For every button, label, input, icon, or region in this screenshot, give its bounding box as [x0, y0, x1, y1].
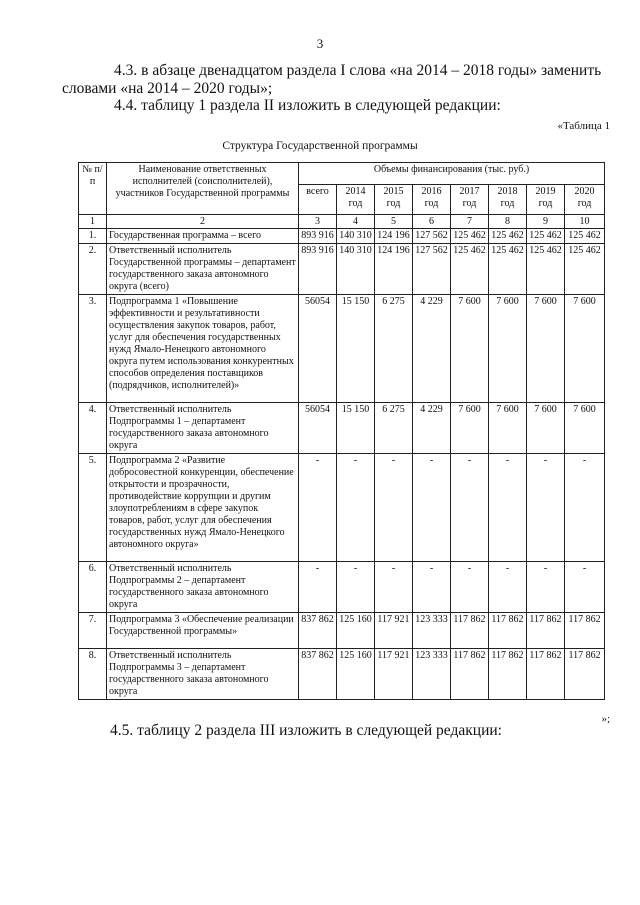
row-name: Подпрограмма 2 «Развитие добросовестной конкуренции, обеспечение открытости и прозрачности, противодействие коррупции и другим злоупотреблениям в сфере закупок товаров, работ, услуг для обеспечения государственных нужд Ямало-Ненецкого автономного округа» — [107, 454, 299, 562]
funding-value: - — [451, 454, 489, 562]
row-number: 5. — [79, 454, 107, 562]
funding-value: 117 921 — [375, 649, 413, 700]
funding-value: 125 462 — [489, 244, 527, 295]
funding-value: - — [451, 562, 489, 613]
funding-value: 117 862 — [565, 649, 605, 700]
column-index: 3 — [299, 215, 337, 229]
funding-value: 125 160 — [337, 613, 375, 649]
funding-value: 7 600 — [565, 403, 605, 454]
funding-value: 56054 — [299, 403, 337, 454]
funding-value: 125 462 — [451, 229, 489, 244]
funding-value: 127 562 — [413, 229, 451, 244]
column-index: 7 — [451, 215, 489, 229]
funding-value: - — [565, 562, 605, 613]
funding-value: 15 150 — [337, 295, 375, 403]
row-name: Подпрограмма 3 «Обеспечение реализации Государственной программы» — [107, 613, 299, 649]
header-funding: Объемы финансирования (тыс. руб.) — [299, 163, 605, 185]
row-number: 8. — [79, 649, 107, 700]
funding-value: 6 275 — [375, 403, 413, 454]
table-row — [79, 454, 605, 562]
funding-value: 117 862 — [527, 613, 565, 649]
column-index: 10 — [565, 215, 605, 229]
funding-value: - — [527, 454, 565, 562]
funding-value: - — [565, 454, 605, 562]
header-year: 2017 год — [451, 185, 489, 215]
funding-value: 140 310 — [337, 244, 375, 295]
column-index: 4 — [337, 215, 375, 229]
funding-value: 125 462 — [527, 229, 565, 244]
row-name: Государственная программа – всего — [107, 229, 299, 244]
funding-value: - — [413, 454, 451, 562]
funding-value: 117 862 — [527, 649, 565, 700]
table-row — [79, 403, 605, 454]
row-number: 1. — [79, 229, 107, 244]
funding-value: 7 600 — [527, 403, 565, 454]
funding-value: 117 862 — [489, 649, 527, 700]
funding-value: 125 462 — [527, 244, 565, 295]
funding-value: 893 916 — [299, 229, 337, 244]
table-row — [79, 229, 605, 244]
funding-value: - — [299, 562, 337, 613]
funding-value: - — [337, 562, 375, 613]
row-name: Ответственный исполнитель Подпрограммы 3 – департамент государственного заказа автономного округа — [107, 649, 299, 700]
funding-value: 123 333 — [413, 649, 451, 700]
funding-value: 7 600 — [451, 295, 489, 403]
header-year: 2014 год — [337, 185, 375, 215]
funding-value: 125 462 — [451, 244, 489, 295]
row-name: Ответственный исполнитель Подпрограммы 2 – департамент государственного заказа автономного округа — [107, 562, 299, 613]
funding-value: 7 600 — [489, 295, 527, 403]
row-name: Подпрограмма 1 «Повышение эффективности и результативности осуществления закупок товаров, работ, услуг для обеспечения государственных нужд Ямало-Ненецкого автономного округа путем использования конкурентных способов определения поставщиков (подрядчиков, исполнителей)» — [107, 295, 299, 403]
funding-value: 125 160 — [337, 649, 375, 700]
funding-value: 837 862 — [299, 649, 337, 700]
table-row — [79, 649, 605, 700]
funding-value: - — [299, 454, 337, 562]
header-num: № п/п — [79, 163, 107, 215]
header-year: 2019 год — [527, 185, 565, 215]
funding-value: - — [375, 562, 413, 613]
funding-value: 15 150 — [337, 403, 375, 454]
funding-value: 7 600 — [489, 403, 527, 454]
table-row — [79, 613, 605, 649]
funding-value: 117 862 — [451, 613, 489, 649]
funding-value: 7 600 — [451, 403, 489, 454]
column-index: 6 — [413, 215, 451, 229]
funding-value: - — [489, 562, 527, 613]
funding-value: 127 562 — [413, 244, 451, 295]
funding-value: 4 229 — [413, 403, 451, 454]
funding-value: 125 462 — [565, 229, 605, 244]
funding-value: 123 333 — [413, 613, 451, 649]
program-structure-table — [78, 162, 605, 700]
funding-value: 140 310 — [337, 229, 375, 244]
paragraph-4-3: 4.3. в абзаце двенадцатом раздела I слова «на 2014 – 2018 годы» заменить словами «на 2014 – 2020 годы»; — [62, 62, 602, 97]
funding-value: 117 862 — [565, 613, 605, 649]
column-index: 1 — [79, 215, 107, 229]
table-row — [79, 295, 605, 403]
row-name: Ответственный исполнитель Подпрограммы 1 – департамент государственного заказа автономного округа — [107, 403, 299, 454]
funding-value: 117 862 — [451, 649, 489, 700]
funding-value: 837 862 — [299, 613, 337, 649]
row-number: 7. — [79, 613, 107, 649]
header-year: 2016 год — [413, 185, 451, 215]
funding-value: 124 196 — [375, 244, 413, 295]
row-number: 6. — [79, 562, 107, 613]
page-number: 3 — [316, 36, 324, 51]
table-row — [79, 244, 605, 295]
header-year: 2015 год — [375, 185, 413, 215]
row-number: 4. — [79, 403, 107, 454]
header-year: 2020 год — [565, 185, 605, 215]
paragraph-4-4: 4.4. таблицу 1 раздела II изложить в следующей редакции: — [114, 97, 501, 114]
column-index: 9 — [527, 215, 565, 229]
row-number: 2. — [79, 244, 107, 295]
table-reference: «Таблица 1 — [557, 120, 610, 132]
column-index-row — [79, 215, 605, 229]
funding-value: - — [375, 454, 413, 562]
header-name: Наименование ответственных исполнителей (соисполнителей), участников Государственной программы — [107, 163, 299, 215]
funding-value: 7 600 — [527, 295, 565, 403]
funding-value: - — [413, 562, 451, 613]
column-index: 5 — [375, 215, 413, 229]
column-index: 2 — [107, 215, 299, 229]
funding-value: 6 275 — [375, 295, 413, 403]
table-row — [79, 562, 605, 613]
funding-value: 4 229 — [413, 295, 451, 403]
table-caption: Структура Государственной программы — [222, 140, 418, 152]
funding-value: 124 196 — [375, 229, 413, 244]
closing-quote: »; — [601, 713, 610, 725]
funding-value: 56054 — [299, 295, 337, 403]
paragraph-4-5: 4.5. таблицу 2 раздела III изложить в следующей редакции: — [110, 722, 502, 739]
row-number: 3. — [79, 295, 107, 403]
funding-value: 893 916 — [299, 244, 337, 295]
funding-value: 117 921 — [375, 613, 413, 649]
funding-value: 125 462 — [565, 244, 605, 295]
funding-value: 125 462 — [489, 229, 527, 244]
header-total: всего — [299, 185, 337, 215]
funding-value: - — [337, 454, 375, 562]
funding-value: 117 862 — [489, 613, 527, 649]
funding-value: - — [489, 454, 527, 562]
header-year: 2018 год — [489, 185, 527, 215]
funding-value: - — [527, 562, 565, 613]
row-name: Ответственный исполнитель Государственной программы – департамент государственного заказа автономного округа (всего) — [107, 244, 299, 295]
funding-value: 7 600 — [565, 295, 605, 403]
column-index: 8 — [489, 215, 527, 229]
